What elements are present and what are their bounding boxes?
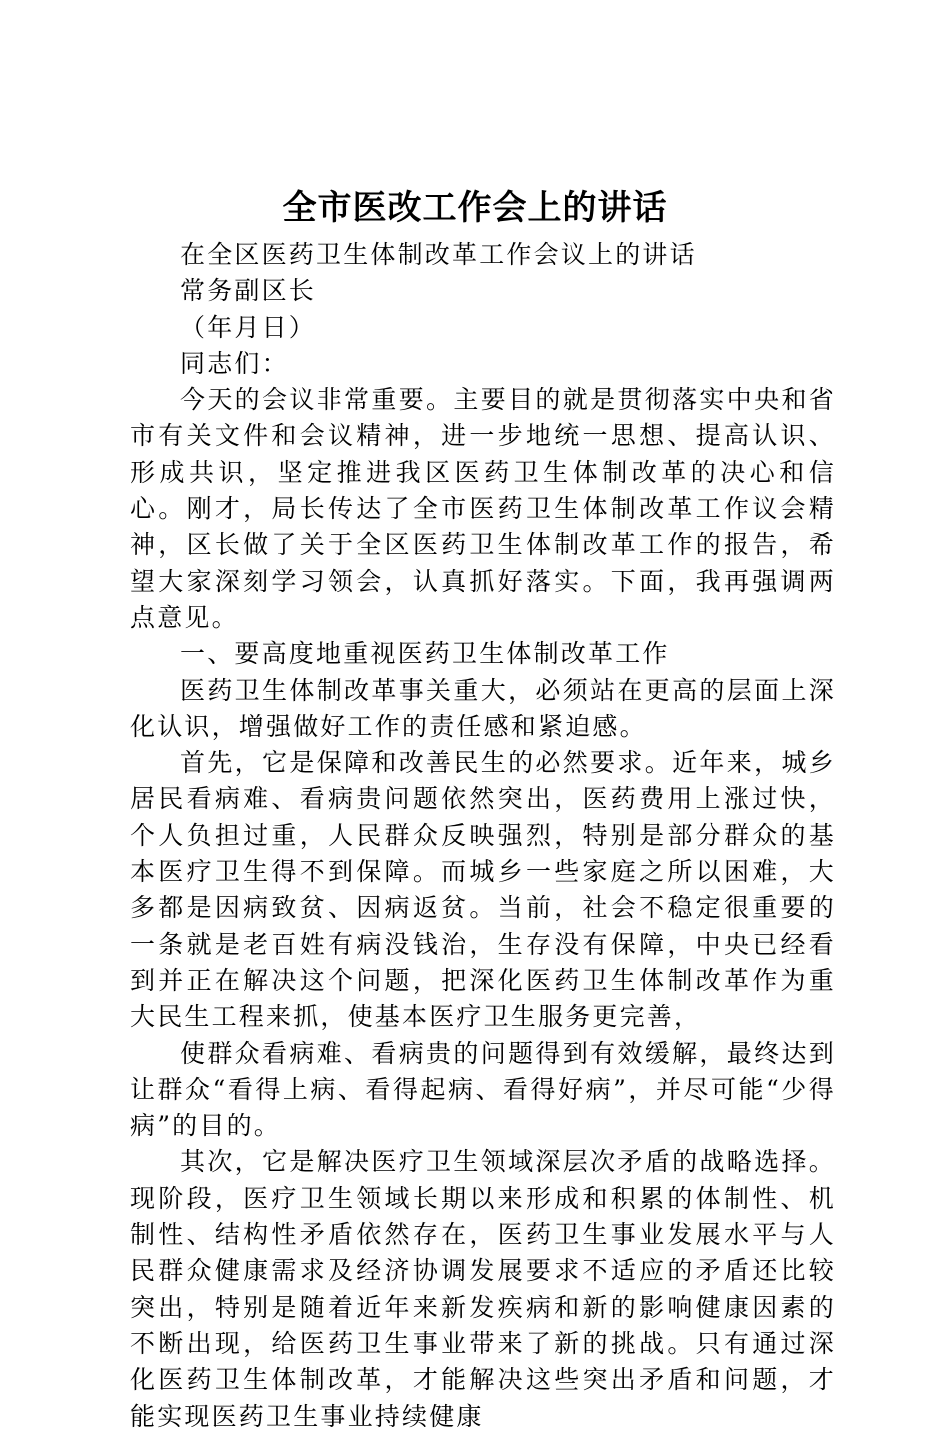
date-line: （年月日） [180,312,317,342]
body-paragraph: 其次，它是解决医疗卫生领域深层次矛盾的战略选择。现阶段，医疗卫生领域长期以来形成和积累的体制性、机制性、结构性矛盾依然存在，医药卫生事业发展水平与人民群众健康需求及经济协调发展要求不适应的矛盾还比较突出，特别是随着近年来新发疾病和新的影响健康因素的不断出现，给医药卫生事业带来了新的挑战。只有通过深化医药卫生体制改革，才能解决这些突出矛盾和问题，才能实现医药卫生事业持续健康 [130,1147,836,1431]
document-title: 全市医改工作会上的讲话 [282,188,668,228]
body-paragraph: 使群众看病难、看病贵的问题得到有效缓解，最终达到让群众“看得上病、看得起病、看得好病”，并尽可能“少得病”的目的。 [130,1038,836,1141]
body-paragraph: 今天的会议非常重要。主要目的就是贯彻落实中央和省市有关文件和会议精神，进一步地统一思想、提高认识、形成共识，坚定推进我区医药卫生体制改革的决心和信心。刚才，局长传达了全市医药卫生体制改革工作议会精神，区长做了关于全区医药卫生体制改革工作的报告，希望大家深刻学习领会，认真抓好落实。下面，我再强调两点意见。 [130,385,836,632]
document-body [130,237,836,1435]
section-heading: 一、要高度地重视医药卫生体制改革工作 [180,639,670,669]
salutation: 同志们： [180,348,289,378]
speaker-line: 常务副区长 [180,276,317,306]
speech-title-line: 在全区医药卫生体制改革工作会议上的讲话 [180,240,697,269]
body-paragraph: 医药卫生体制改革事关重大，必须站在更高的层面上深化认识，增强做好工作的责任感和紧迫感。 [130,675,836,741]
body-paragraph: 首先，它是保障和改善民生的必然要求。近年来，城乡居民看病难、看病贵问题依然突出，医药费用上涨过快，个人负担过重，人民群众反映强烈，特别是部分群众的基本医疗卫生得不到保障。而城乡一些家庭之所以困难，大多都是因病致贫、因病返贫。当前，社会不稳定很重要的一条就是老百姓有病没钱治，生存没有保障，中央已经看到并正在解决这个问题，把深化医药卫生体制改革作为重大民生工程来抓，使基本医疗卫生服务更完善， [130,748,836,1032]
